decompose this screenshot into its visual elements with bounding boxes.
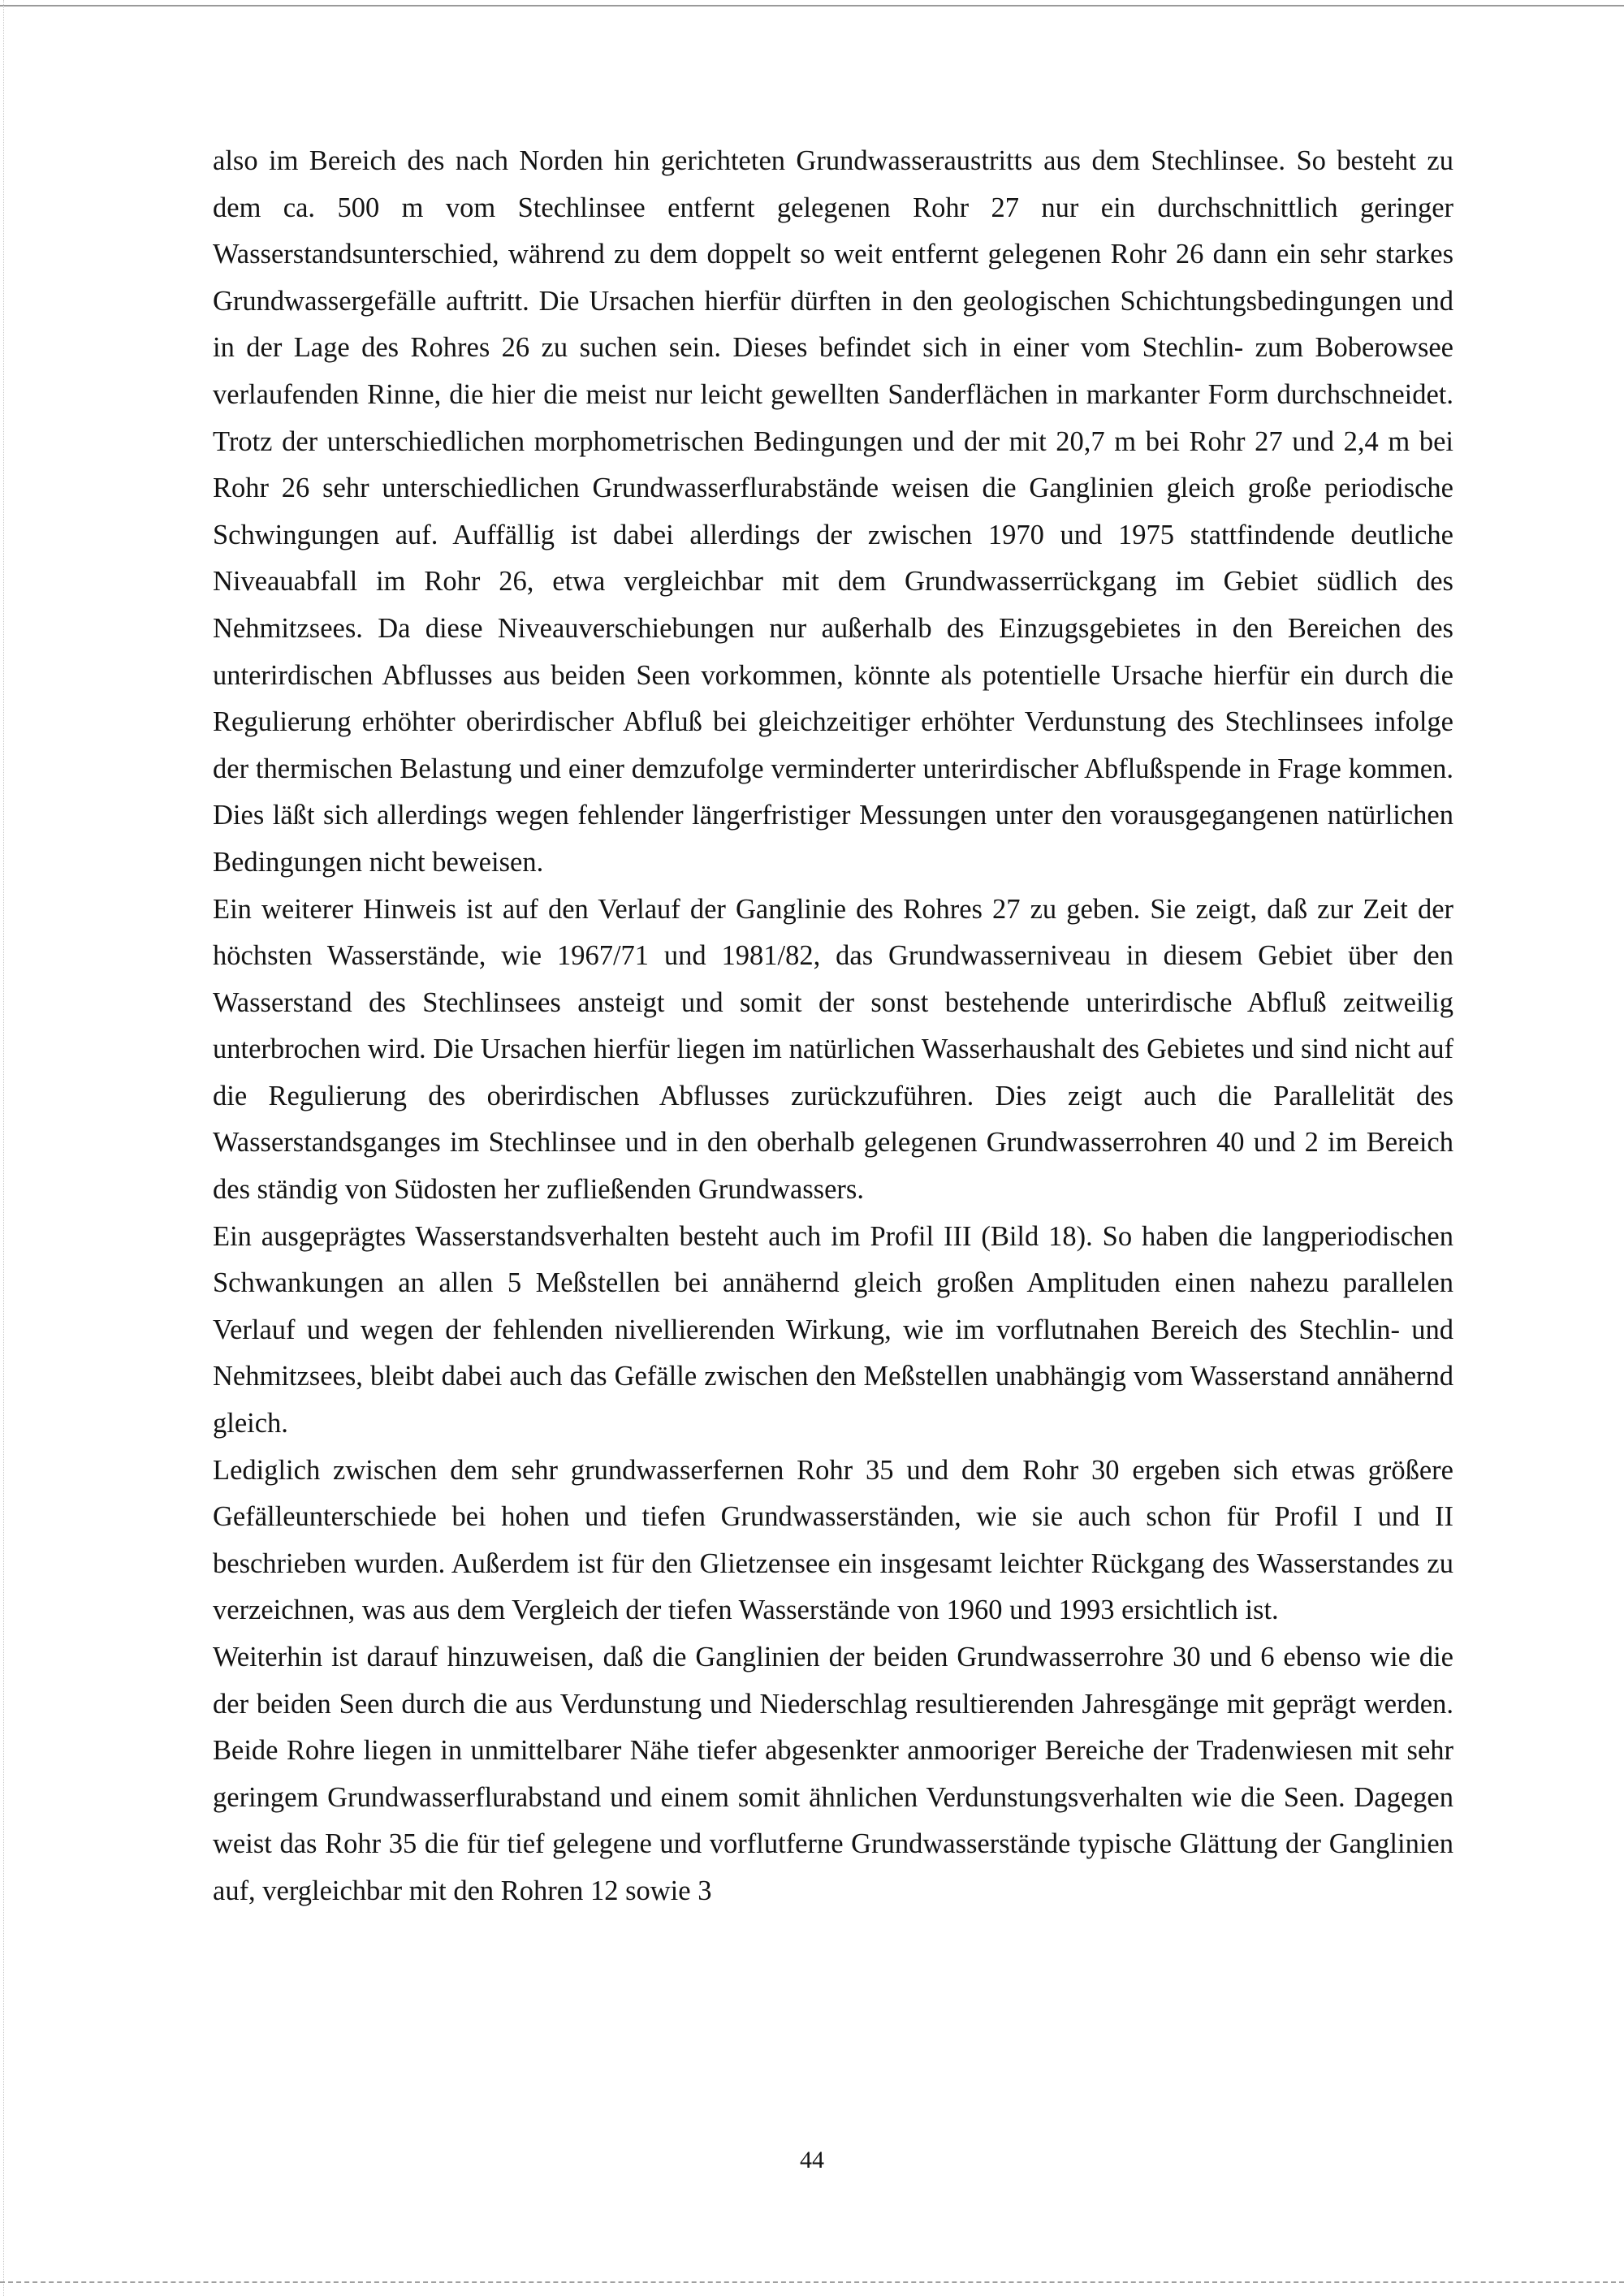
scan-edge-top (0, 5, 1624, 6)
scan-edge-bottom (0, 2281, 1624, 2283)
scan-edge-left (3, 0, 4, 2296)
paragraph-1: also im Bereich des nach Norden hin gerichteten Grundwasseraustritts aus dem Stechlinsee. So besteht zu dem ca. 500 m vom Stechlinsee entfernt gelegenen Rohr 27 nur ein durchschnittlich geringer Wasserstandsunterschied, während zu dem doppelt so weit entfernt gelegenen Rohr 26 dann ein sehr starkes Grundwassergefälle auftritt. Die Ursachen hierfür dürften in den geologischen Schichtungsbedingungen und in der Lage des Rohres 26 zu suchen sein. Dieses befindet sich in einer vom Stechlin- zum Boberowsee verlaufenden Rinne, die hier die meist nur leicht gewellten Sanderflächen in markanter Form durchschneidet. Trotz der unterschiedlichen morphometrischen Bedingungen und der mit 20,7 m bei Rohr 27 und 2,4 m bei Rohr 26 sehr unterschiedlichen Grundwasserflurabstände weisen die Ganglinien gleich große periodische Schwingungen auf. Auffällig ist dabei allerdings der zwischen 1970 und 1975 stattfindende deutliche Niveauabfall im Rohr 26, etwa vergleichbar mit dem Grundwasserrückgang im Gebiet südlich des Nehmitzsees. Da diese Niveauverschiebungen nur außerhalb des Einzugsgebietes in den Bereichen des unterirdischen Abflusses aus beiden Seen vorkommen, könnte als potentielle Ursache hierfür ein durch die Regulierung erhöhter oberirdischer Abfluß bei gleichzeitiger erhöhter Verdunstung des Stechlinsees infolge der thermischen Belastung und einer demzufolge verminderter unterirdischer Abflußspende in Frage kommen. Dies läßt sich allerdings wegen fehlender längerfristiger Messungen unter den vorausgegangenen natürlichen Bedingungen nicht beweisen. (213, 145, 1453, 878)
page-number: 44 (800, 2147, 824, 2173)
paragraph-3: Ein ausgeprägtes Wasserstandsverhalten besteht auch im Profil III (Bild 18). So haben die langperiodischen Schwankungen an allen 5 Meßstellen bei annähernd gleich großen Amplituden einen nahezu parallelen Verlauf und wegen der fehlenden nivellierenden Wirkung, wie im vorflutnahen Bereich des Stechlin- und Nehmitzsees, bleibt dabei auch das Gefälle zwischen den Meßstellen unabhängig vom Wasserstand annähernd gleich. (213, 1220, 1453, 1439)
page-body (213, 138, 1453, 1915)
paragraph-5: Weiterhin ist darauf hinzuweisen, daß die Ganglinien der beiden Grundwasserrohre 30 und 6 ebenso wie die der beiden Seen durch die aus Verdunstung und Niederschlag resultierenden Jahresgänge mit geprägt werden. Beide Rohre liegen in unmittelbarer Nähe tiefer abgesenkter anmooriger Bereiche der Tradenwiesen mit sehr geringem Grundwasserflurabstand und einem somit ähnlichen Verdunstungsverhalten wie die Seen. Dagegen weist das Rohr 35 die für tief gelegene und vorflutferne Grundwasserstände typische Glättung der Ganglinien auf, vergleichbar mit den Rohren 12 sowie 3 (213, 1642, 1453, 1906)
paragraph-4: Lediglich zwischen dem sehr grundwasserfernen Rohr 35 und dem Rohr 30 ergeben sich etwas größere Gefälleunterschiede bei hohen und tiefen Grundwasserständen, wie sie auch schon für Profil I und II beschrieben wurden. Außerdem ist für den Glietzensee ein insgesamt leichter Rückgang des Wasserstandes zu verzeichnen, was aus dem Vergleich der tiefen Wasserstände von 1960 und 1993 ersichtlich ist. (213, 1454, 1453, 1626)
paragraph-2: Ein weiterer Hinweis ist auf den Verlauf der Ganglinie des Rohres 27 zu geben. Sie zeigt, daß zur Zeit der höchsten Wasserstände, wie 1967/71 und 1981/82, das Grundwasserniveau in diesem Gebiet über den Wasserstand des Stechlinsees ansteigt und somit der sonst bestehende unterirdische Abfluß zeitweilig unterbrochen wird. Die Ursachen hierfür liegen im natürlichen Wasserhaushalt des Gebietes und sind nicht auf die Regulierung des oberirdischen Abflusses zurückzuführen. Dies zeigt auch die Parallelität des Wasserstandsganges im Stechlinsee und in den oberhalb gelegenen Grundwasserrohren 40 und 2 im Bereich des ständig von Südosten her zufließenden Grundwassers. (213, 893, 1453, 1206)
